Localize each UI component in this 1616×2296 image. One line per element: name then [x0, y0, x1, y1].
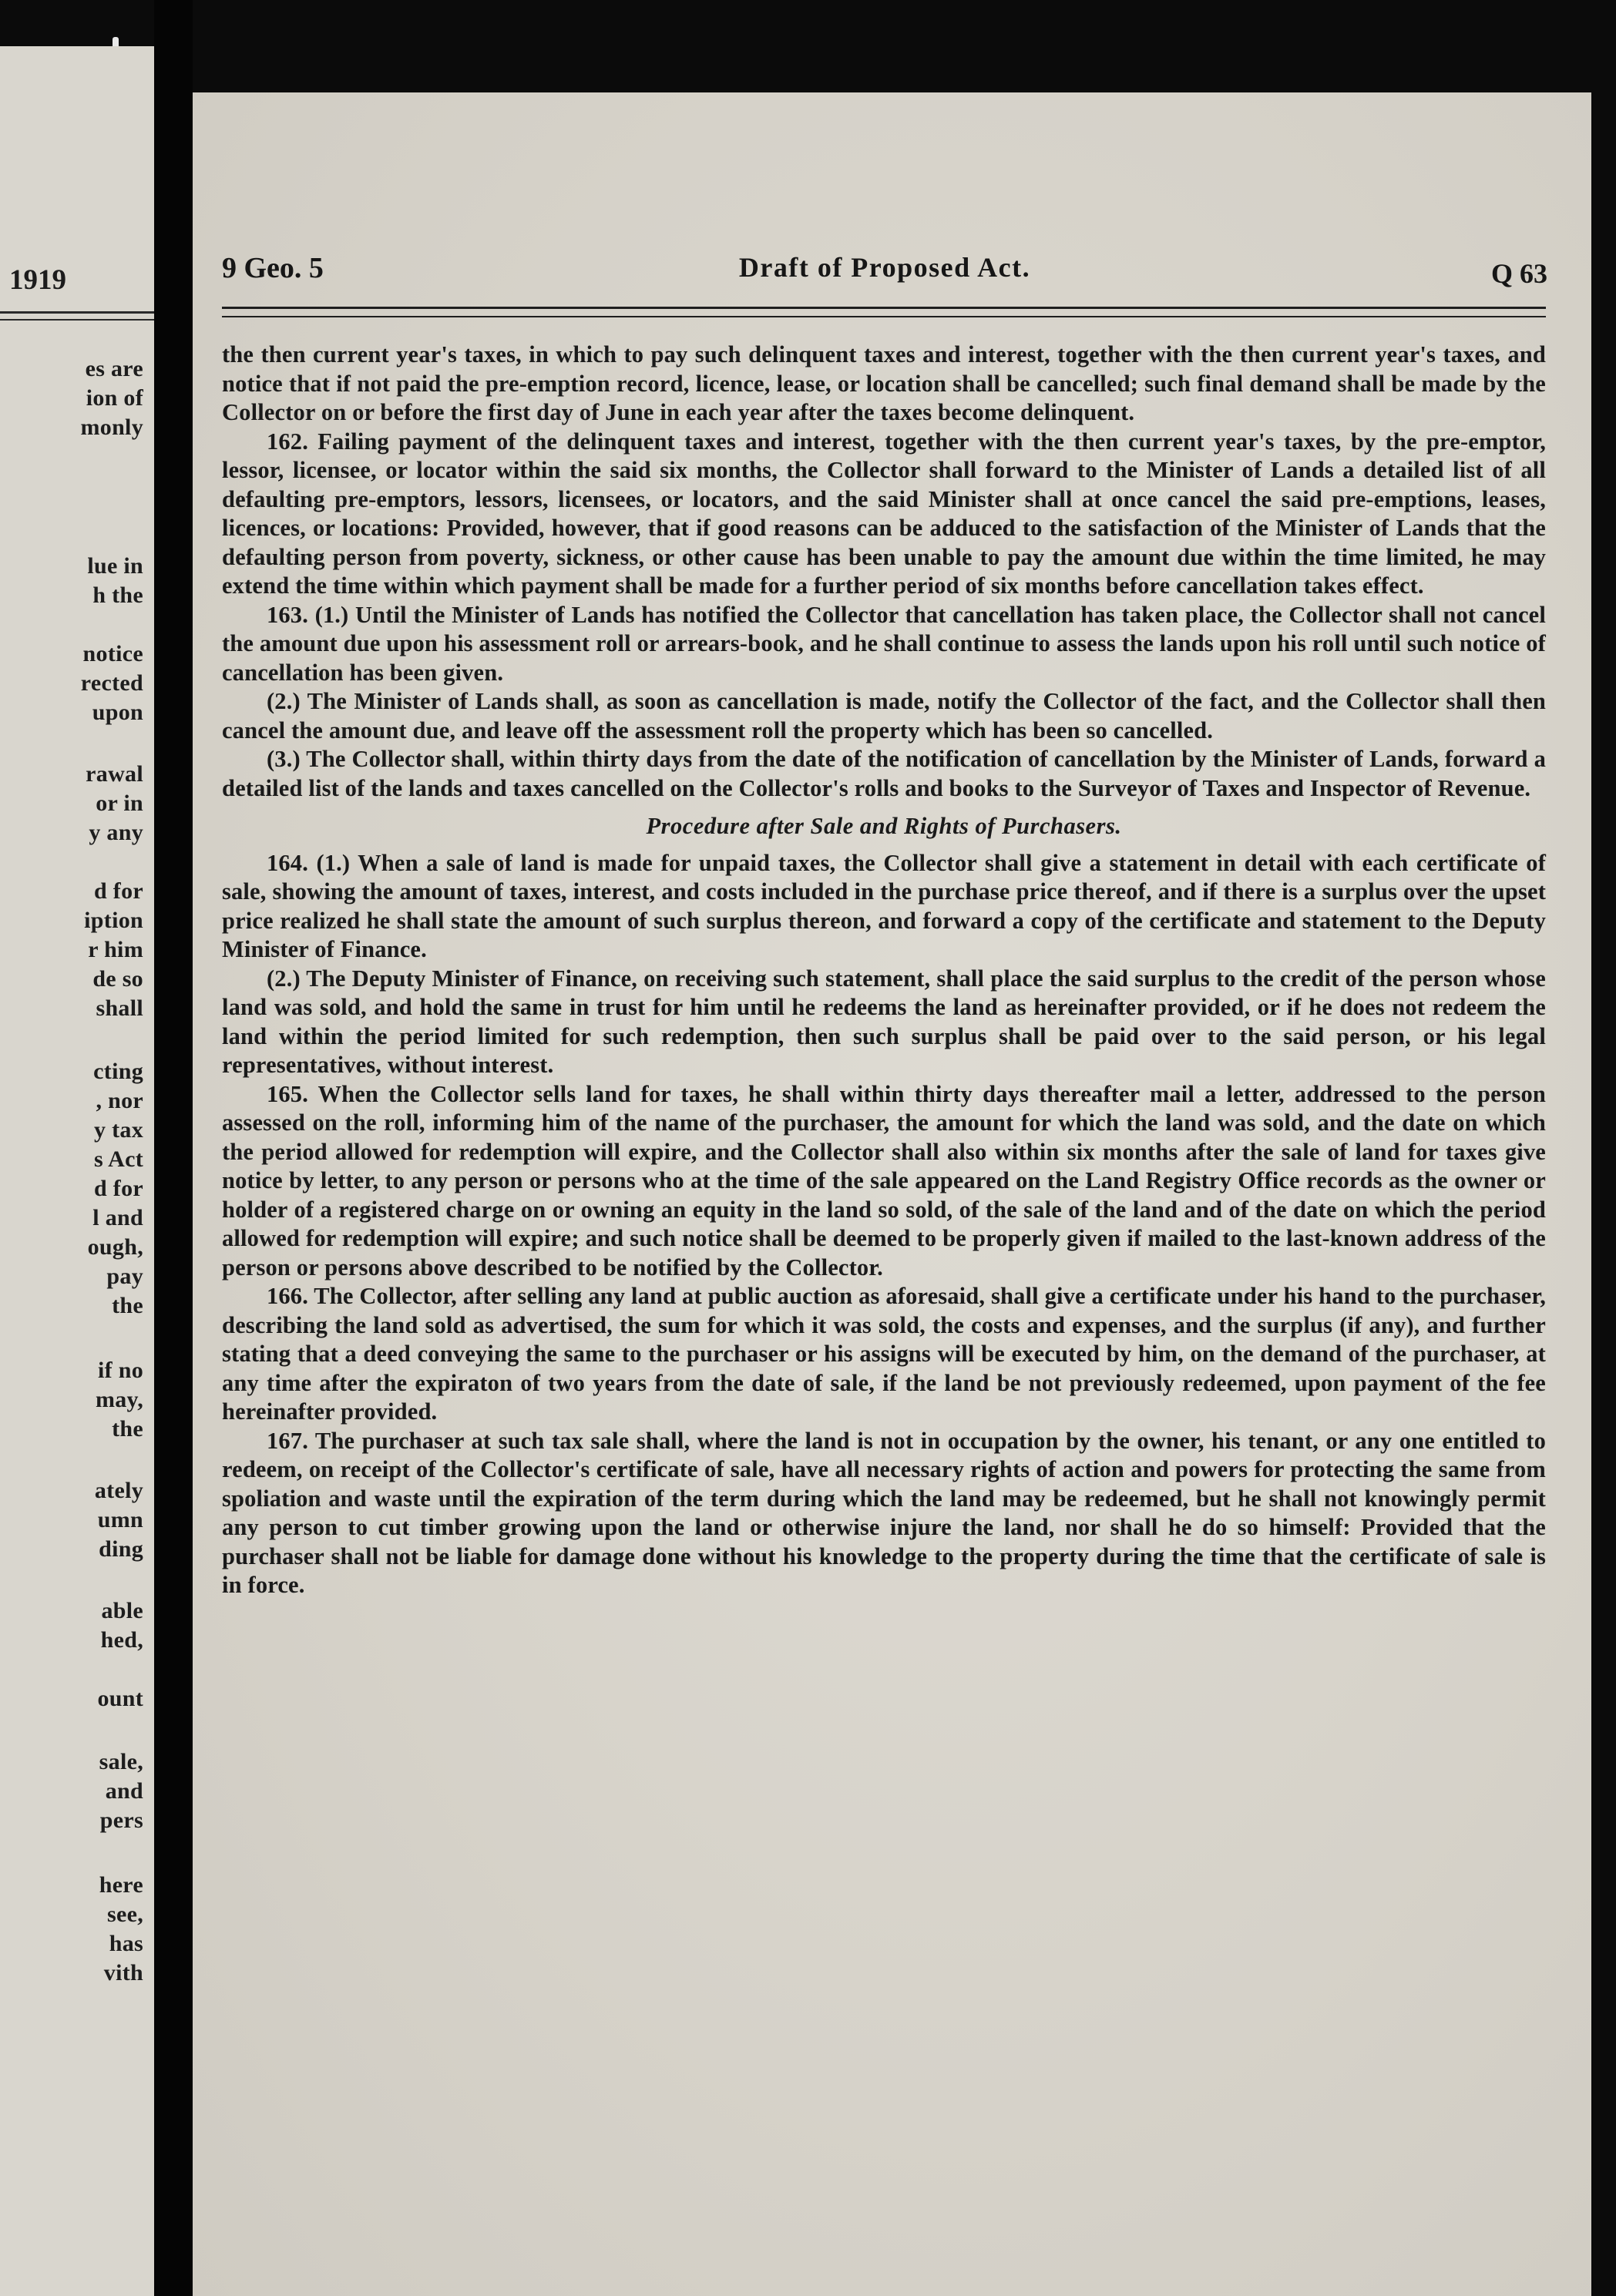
left-page-line: upon — [92, 700, 143, 725]
left-page-line: sale, — [99, 1749, 143, 1774]
regnal-year: 9 Geo. 5 — [222, 252, 324, 284]
left-page-line: if no — [97, 1358, 143, 1383]
left-page-line: the — [112, 1416, 143, 1442]
paragraph: 163. (1.) Until the Minister of Lands has notified the Collector that cancellation has taken place, the Collector shall not cancel the amount due upon his assessment roll or arrears-book, and he shall continue to assess the lands upon his roll until such notice of cancellation has been given. — [222, 601, 1546, 686]
left-page-line: vith — [103, 1960, 143, 1986]
paragraph: (2.) The Deputy Minister of Finance, on receiving such statement, shall place the said surplus to the credit of the person whose land was sold, and hold the same in trust for him until he redeems the land as hereinafter provided, or if he does not redeem the land within the period limited for such redemption, then such surplus shall be paid over to the said person, or his legal representatives, without interest. — [222, 965, 1546, 1078]
page-number: Q 63 — [1490, 258, 1547, 289]
left-page-line: iption — [84, 908, 143, 933]
left-page-line: and — [105, 1778, 143, 1804]
left-page-line: ion of — [86, 385, 143, 411]
header-rule-thick — [222, 307, 1546, 309]
left-page-line: rawal — [86, 761, 143, 787]
left-page-line: or in — [96, 791, 143, 816]
running-header — [222, 251, 1547, 290]
running-title: Draft of Proposed Act. — [738, 252, 1031, 283]
left-header-rule-thin — [0, 319, 154, 321]
left-page-line: pers — [99, 1808, 143, 1833]
left-page-line: r him — [88, 937, 143, 962]
left-page-line: pay — [106, 1264, 143, 1289]
left-page-line: , nor — [96, 1088, 143, 1113]
left-page-line: has — [109, 1931, 143, 1956]
paragraph: 162. Failing payment of the delinquent taxes and interest, together with the then current year's taxes, by the pre-emptor, lessor, licensee, or locator within the said six months, the Collector shall forward to the Minister of Lands a detailed list of all defaulting pre-emptors, lessors, licensees, or locators, and the said Minister shall at once cancel the said pre-emptions, leases, licences, or locations: Provided, however, that if good reasons can be adduced to the satisfaction of the Minister of Lands that the defaulting person from poverty, sickness, or other cause has been unable to pay the amount due within the time limited, he may extend the time within which payment shall be made for a further period of six months before cancellation takes effect. — [222, 428, 1546, 599]
paragraph: (3.) The Collector shall, within thirty days from the date of the notification of cancellation by the Minister of Lands, forward a detailed list of the lands and taxes cancelled on the Collector's rolls and books to the Surveyor of Taxes and Inspector of Revenue. — [222, 746, 1546, 801]
left-page-line: h the — [92, 582, 143, 608]
paragraph: the then current year's taxes, in which to pay such delinquent taxes and interest, together with the then current year's taxes, and notice that if not paid the pre-emption record, licence, lease, or location shall be cancelled; such final demand shall be made by the Collector on or before the first day of June in each year after the taxes become delinquent. — [222, 341, 1546, 425]
left-page-fragment — [0, 46, 154, 2296]
left-page-line: s Act — [94, 1146, 143, 1172]
main-page — [193, 92, 1591, 2296]
left-page-line: ately — [94, 1478, 143, 1503]
left-page-line: here — [99, 1872, 143, 1898]
left-page-line: the — [112, 1293, 143, 1318]
left-page-line: lue in — [87, 553, 143, 579]
page-gutter — [154, 0, 193, 2296]
left-page-line: may, — [95, 1387, 143, 1412]
left-page-line: ough, — [87, 1234, 143, 1260]
left-page-line: rected — [80, 670, 143, 696]
left-page-line: notice — [82, 641, 143, 666]
left-page-line: y tax — [94, 1117, 143, 1143]
section-heading: Procedure after Sale and Rights of Purchasers. — [646, 813, 1122, 839]
left-page-line: l and — [92, 1205, 143, 1230]
left-page-line: able — [101, 1598, 143, 1623]
left-page-line: d for — [94, 878, 143, 904]
left-page-line: umn — [97, 1507, 143, 1532]
left-page-line: ding — [99, 1536, 143, 1562]
left-page-line: es are — [85, 356, 143, 381]
left-page-line: cting — [93, 1059, 143, 1084]
left-page-line: y any — [89, 820, 143, 845]
paragraph: 165. When the Collector sells land for taxes, he shall within thirty days thereafter mail a letter, addressed to the person assessed on the roll, informing him of the name of the purchaser, the amount for which the land was sold, and the date on which the period allowed for redemption will expire, and the Collector shall also within six months after the sale of land for taxes give notice by letter, to any person or persons who at the time of the sale appeared on the Land Registry Office records as the owner or holder of a registered charge on or owning an equity in the land so sold, of the sale of the land and of the date on which the period allowed for redemption will expire; and such notice shall be deemed to be properly given if mailed to the last-known address of the person or persons above described to be notified by the Collector. — [222, 1080, 1546, 1281]
left-page-line: d for — [94, 1176, 143, 1201]
left-page-year: 1919 — [9, 264, 66, 296]
left-page-line: hed, — [100, 1627, 143, 1653]
left-page-line: monly — [80, 415, 143, 440]
body-text — [222, 341, 1546, 1600]
left-header-rule — [0, 311, 154, 314]
left-page-line: ount — [97, 1686, 143, 1711]
paragraph: 166. The Collector, after selling any land at public auction as aforesaid, shall give a certificate under his hand to the purchaser, describing the land sold as advertised, the sum for which it was sold, the costs and expenses, and the surplus (if any), and further stating that a deed conveying the same to the purchaser or his assigns will be executed by him, on the demand of the purchaser, at any time after the expiraton of two years from the date of sale, if the land be not previously redeemed, upon payment of the fee hereinafter provided. — [222, 1283, 1546, 1425]
paragraph: (2.) The Minister of Lands shall, as soon as cancellation is made, notify the Collector of the fact, and the Collector shall then cancel the amount due, and leave off the assessment roll the property which has been so cancelled. — [222, 688, 1546, 744]
left-page-line: shall — [96, 995, 143, 1021]
left-page-line: de so — [92, 966, 143, 992]
paragraph: 164. (1.) When a sale of land is made for unpaid taxes, the Collector shall give a statement in detail with each certificate of sale, showing the amount of taxes, interest, and costs included in the purchase price thereof, and if there is a surplus over the upset price realized he shall state the amount of such surplus thereon, and forward a copy of the certificate and statement to the Deputy Minister of Finance. — [222, 849, 1546, 962]
paragraph: 167. The purchaser at such tax sale shall, where the land is not in occupation by the owner, his tenant, or any one entitled to redeem, on receipt of the Collector's certificate of sale, have all necessary rights of action and powers for protecting the same from spoliation and waste until the expiration of the term during which the land may be redeemed, but he shall not knowingly permit any person to cut timber growing upon the land or otherwise injure the land, nor shall he do so himself: Provided that the purchaser shall not be liable for damage done without his knowledge to the property during the time that the certificate of sale is in force. — [222, 1427, 1546, 1598]
left-page-line: see, — [106, 1902, 143, 1927]
header-rule-thin — [222, 316, 1546, 317]
